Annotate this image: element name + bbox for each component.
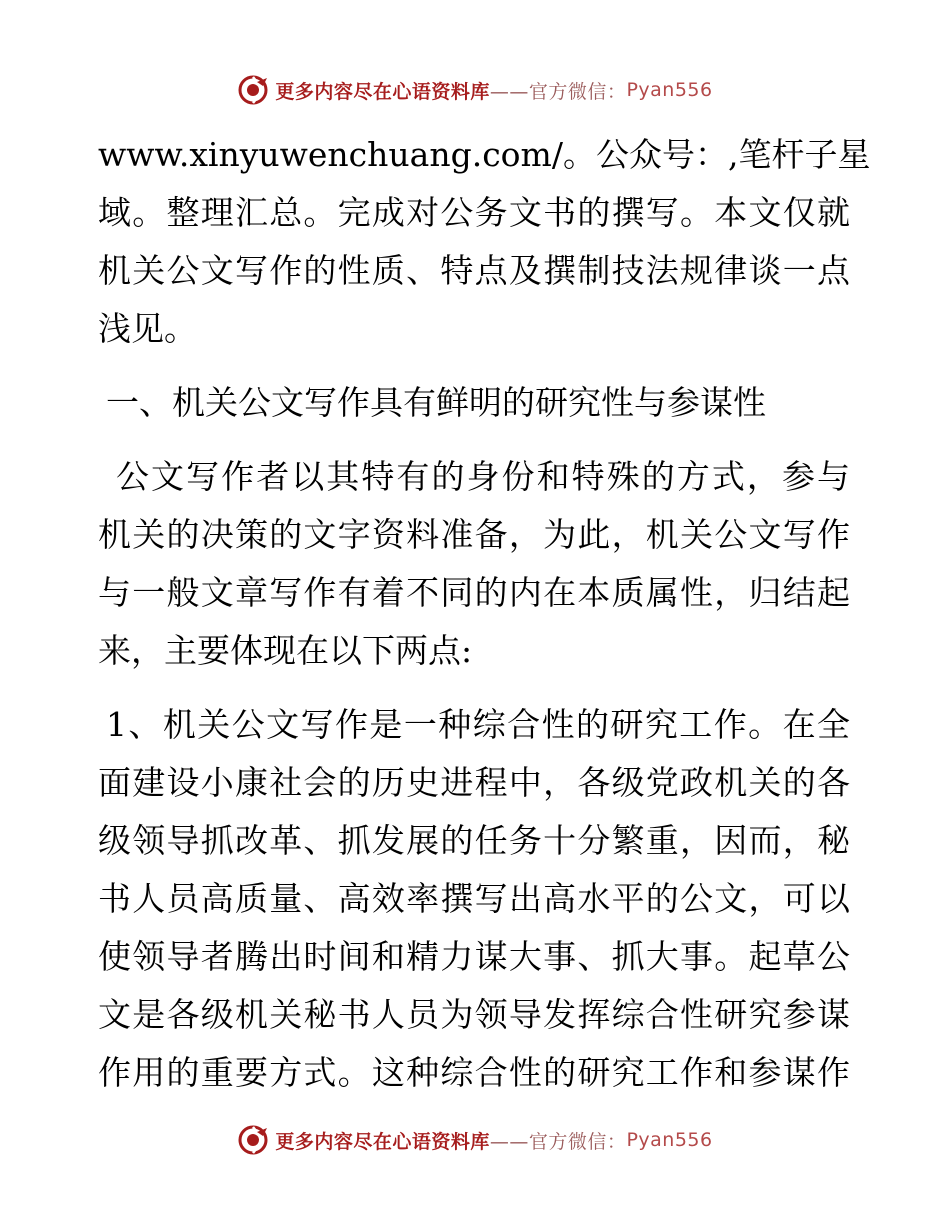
text-line: 浅见。 [98, 309, 197, 348]
paragraph-intro [98, 126, 871, 358]
logo-icon [237, 74, 269, 106]
header-wechat-id: Pyan556 [626, 79, 713, 101]
text-line: 书人员高质量、高效率撰写出高水平的公文，可以 [98, 879, 850, 918]
logo-icon [237, 1124, 269, 1156]
text-line: 公文写作者以其特有的身份和特殊的方式，参与 [116, 457, 850, 496]
section-heading [98, 374, 850, 432]
document-body [98, 126, 871, 1102]
text-line: 机关的决策的文字资料准备，为此，机关公文写作 [98, 515, 850, 554]
paragraph-point-1 [98, 696, 850, 1102]
text-line: 作用的重要方式。这种综合性的研究工作和参谋作 [98, 1053, 850, 1092]
text-line: 域。整理汇总。完成对公务文书的撰写。本文仅就 [98, 193, 850, 232]
footer-brand-text: 更多内容尽在心语资料库 [275, 1130, 490, 1153]
text-line: 面建设小康社会的历史进程中，各级党政机关的各 [98, 763, 850, 802]
text-line: www.xinyuwenchuang.com/。公众号：,笔杆子星 [98, 135, 871, 174]
footer-banner [0, 1120, 950, 1160]
text-line: 1、机关公文写作是一种综合性的研究工作。在全 [106, 705, 850, 744]
text-line: 机关公文写作的性质、特点及撰制技法规律谈一点 [98, 251, 850, 290]
header-separator-text: ——官方微信： [489, 80, 627, 103]
footer-separator-text: ——官方微信： [489, 1130, 627, 1153]
text-line: 与一般文章写作有着不同的内在本质属性，归结起 [98, 573, 850, 612]
text-line: 级领导抓改革、抓发展的任务十分繁重，因而，秘 [98, 821, 850, 860]
text-line: 文是各级机关秘书人员为领导发挥综合性研究参谋 [98, 995, 850, 1034]
footer-wechat-id: Pyan556 [626, 1129, 713, 1151]
text-line: 来，主要体现在以下两点: [98, 631, 473, 670]
paragraph-nature [98, 448, 850, 680]
heading-text: 一、机关公文写作具有鲜明的研究性与参谋性 [106, 383, 766, 422]
header-banner [0, 70, 950, 110]
text-line: 使领导者腾出时间和精力谋大事、抓大事。起草公 [98, 937, 850, 976]
header-brand-text: 更多内容尽在心语资料库 [275, 80, 490, 103]
